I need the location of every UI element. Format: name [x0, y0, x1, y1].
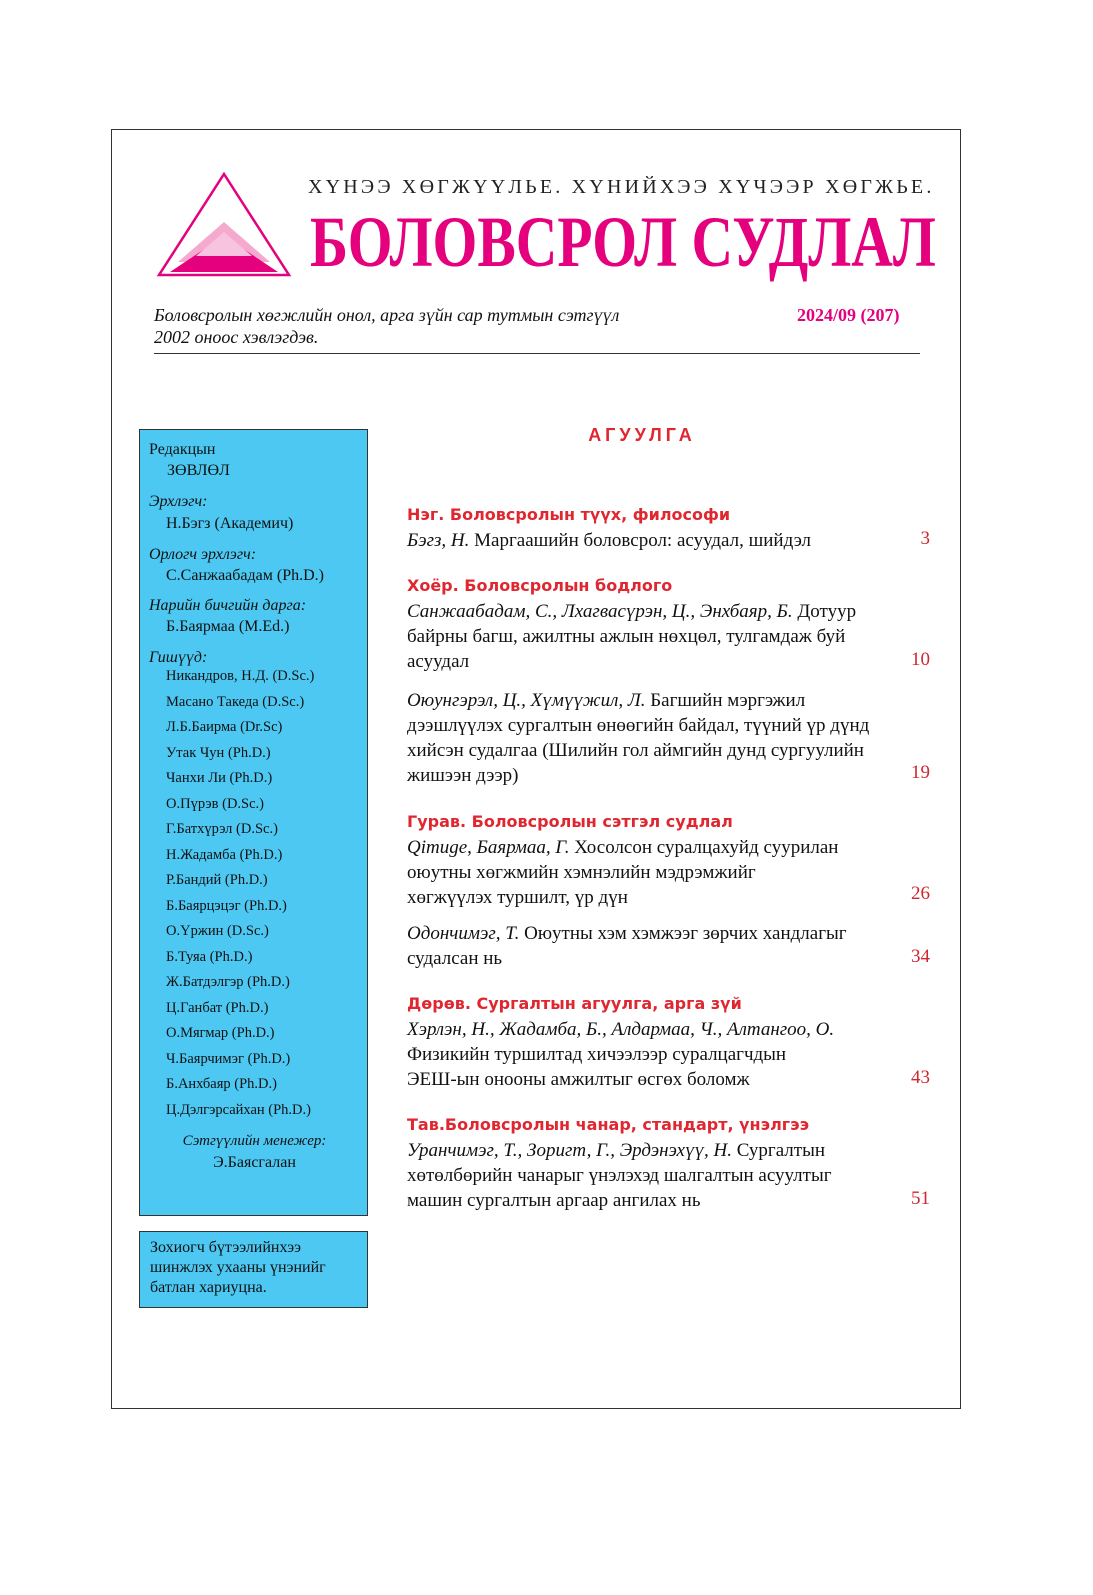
journal-motto: ХҮНЭЭ ХӨГЖҮҮЛЬЕ. ХҮНИЙХЭЭ ХҮЧЭЭР ХӨГЖЬЕ. — [308, 176, 935, 198]
toc-section-title: Гурав. Боловсролын сэтгэл судлал — [407, 812, 733, 831]
board-member: Р.Бандий (Ph.D.) — [166, 872, 268, 888]
toc-entry-authors: Хэрлэн, Н., Жадамба, Б., Алдармаа, Ч., Алтангоо, О. — [407, 1019, 835, 1040]
toc-entry-line: жишээн дээр) — [407, 765, 519, 786]
triangle-logo-icon — [156, 172, 292, 278]
toc-entry-line: судалсан нь — [407, 948, 503, 969]
secretary-name: Б.Баярмаа (M.Ed.) — [166, 618, 290, 635]
board-member: Ж.Батдэлгэр (Ph.D.) — [166, 974, 290, 990]
header-divider — [154, 353, 920, 354]
board-member: Чанхи Ли (Ph.D.) — [166, 770, 273, 786]
board-member: О.Үржин (D.Sc.) — [166, 923, 269, 939]
note-line: батлан хариуцна. — [150, 1279, 267, 1296]
secretary-role: Нарийн бичгийн дарга: — [149, 597, 307, 614]
toc-entry-line: Оюунгэрэл, Ц., Хүмүүжил, Л. Багшийн мэргэжил — [407, 690, 806, 711]
manager-role: Сэтгүүлийн менежер: — [182, 1133, 327, 1149]
journal-title: БОЛОВСРОЛ СУДЛАЛ — [310, 202, 936, 282]
subtitle-line: 2002 оноос хэвлэгдэв. — [154, 327, 319, 347]
toc-page-number: 34 — [911, 946, 930, 967]
toc-entry-line: ЭЕШ-ын онооны амжилтыг өсгөх боломж — [407, 1069, 750, 1090]
toc-entry-line: Физикийн туршилтад хичээлээр суралцагчдын — [407, 1044, 787, 1065]
toc-entry-line: оюутны хөгжмийн хэмнэлийн мэдрэмжийг — [407, 862, 756, 883]
toc-entry-line: байрны багш, ажилтны ажлын нөхцөл, тулгамдаж буй — [407, 626, 846, 647]
board-member: Ц.Дэлгэрсайхан (Ph.D.) — [166, 1101, 311, 1118]
issue-number: 2024/09 (207) — [797, 305, 900, 325]
toc-entry-line: хөтөлбөрийн чанарыг үнэлэхэд шалгалтын асуултыг — [407, 1165, 832, 1186]
toc-entry[interactable] — [407, 835, 897, 910]
board-member: Б.Туяа (Ph.D.) — [166, 948, 253, 965]
board-member: Л.Б.Баирма (Dr.Sc) — [166, 719, 283, 735]
toc-entry-authors: Уранчимэг, Т., Зоригт, Г., Эрдэнэхүү, Н. — [407, 1140, 732, 1161]
chair-name: Н.Бэгз (Академич) — [166, 515, 294, 532]
board-member: О.Пүрэв (D.Sc.) — [166, 795, 265, 812]
chair-role: Эрхлэгч: — [149, 493, 208, 510]
note-line: шинжлэх ухааны үнэнийг — [150, 1259, 326, 1276]
toc-section-title: Нэг. Боловсролын түүх, философи — [407, 505, 731, 524]
board-member: Б.Баярцэцэг (Ph.D.) — [166, 897, 287, 914]
board-heading: Редакцын — [149, 441, 216, 458]
toc-entry[interactable] — [407, 1138, 897, 1213]
deputy-name: С.Санжаабадам (Ph.D.) — [166, 567, 324, 584]
contents-heading: АГУУЛГА — [588, 425, 696, 445]
board-heading-sub: ЗӨВЛӨЛ — [167, 462, 230, 479]
members-role: Гишүүд: — [149, 649, 208, 666]
toc-page-number: 3 — [920, 528, 930, 549]
board-member: О.Мягмар (Ph.D.) — [166, 1025, 275, 1041]
toc-entry-line: Одончимэг, Т. Оюутны хэм хэмжээг зөрчих хандлагыг — [407, 923, 847, 944]
toc-page-number: 26 — [911, 883, 930, 904]
toc-page-number: 51 — [911, 1188, 930, 1209]
toc-entry-line: Уранчимэг, Т., Зоригт, Г., Эрдэнэхүү, Н. Сургалтын — [407, 1140, 826, 1161]
deputy-role: Орлогч эрхлэгч: — [149, 546, 257, 563]
board-member: Никандров, Н.Д. (D.Sc.) — [166, 668, 315, 684]
note-line: Зохиогч бүтээлийнхээ — [150, 1239, 301, 1256]
toc-page-number: 43 — [911, 1067, 930, 1088]
toc-entry-line: хөгжүүлэх туршилт, үр дүн — [407, 887, 628, 908]
journal-subtitle — [154, 304, 619, 348]
toc-section-title: Тав.Боловсролын чанар, стандарт, үнэлгээ — [407, 1115, 810, 1134]
board-member: Г.Батхүрэл (D.Sc.) — [166, 821, 278, 837]
toc-entry-line: дээшлүүлэх сургалтын өнөөгийн байдал, түүний үр дүнд — [407, 715, 870, 736]
toc-entry[interactable] — [407, 688, 897, 788]
editorial-board-panel — [139, 429, 368, 1216]
toc-entry-line — [407, 1017, 897, 1042]
toc-entry-line: Бэгз, Н. Маргаашийн боловсрол: асуудал, шийдэл — [407, 530, 812, 551]
toc-entry-authors: Qimuge, Баярмаа, Г. — [407, 837, 570, 858]
board-member: Н.Жадамба (Ph.D.) — [166, 846, 283, 863]
toc-section-title: Дөрөв. Сургалтын агуулга, арга зүй — [407, 994, 742, 1013]
board-member: Масано Такеда (D.Sc.) — [166, 693, 305, 710]
toc-page-number: 19 — [911, 762, 930, 783]
board-member: Утак Чун (Ph.D.) — [166, 744, 271, 761]
toc-entry[interactable] — [407, 921, 897, 971]
manager-name: Э.Баясгалан — [213, 1154, 296, 1171]
toc-entry-line: машин сургалтын аргаар ангилах нь — [407, 1190, 701, 1211]
toc-entry-line: хийсэн судалгаа (Шилийн гол аймгийн дунд сургуулийн — [407, 740, 864, 761]
toc-page-number: 10 — [911, 649, 930, 670]
subtitle-line: Боловсролын хөгжлийн онол, арга зүйн сар тутмын сэтгүүл — [154, 305, 620, 325]
toc-entry-authors: Бэгз, Н. — [407, 530, 470, 551]
toc-section-title: Хоёр. Боловсролын бодлого — [407, 576, 673, 595]
toc-entry-line: Санжаабадам, С., Лхагвасүрэн, Ц., Энхбаяр, Б. Дотуур — [407, 601, 857, 622]
toc-entry[interactable] — [407, 1017, 897, 1092]
board-member: Ч.Баярчимэг (Ph.D.) — [166, 1050, 291, 1067]
toc-entry-line: асуудал — [407, 651, 470, 672]
toc-entry[interactable] — [407, 599, 897, 674]
responsibility-note — [139, 1231, 368, 1308]
toc-entry[interactable] — [407, 528, 897, 553]
toc-entry-authors: Одончимэг, Т. — [407, 923, 520, 944]
toc-entry-line: Qimuge, Баярмаа, Г. Хосолсон суралцахуйд суурилан — [407, 837, 839, 858]
board-member: Ц.Ганбат (Ph.D.) — [166, 999, 269, 1016]
toc-entry-authors: Оюунгэрэл, Ц., Хүмүүжил, Л. — [407, 690, 646, 711]
toc-entry-authors: Санжаабадам, С., Лхагвасүрэн, Ц., Энхбаяр, Б. — [407, 601, 793, 622]
board-member: Б.Анхбаяр (Ph.D.) — [166, 1076, 277, 1092]
